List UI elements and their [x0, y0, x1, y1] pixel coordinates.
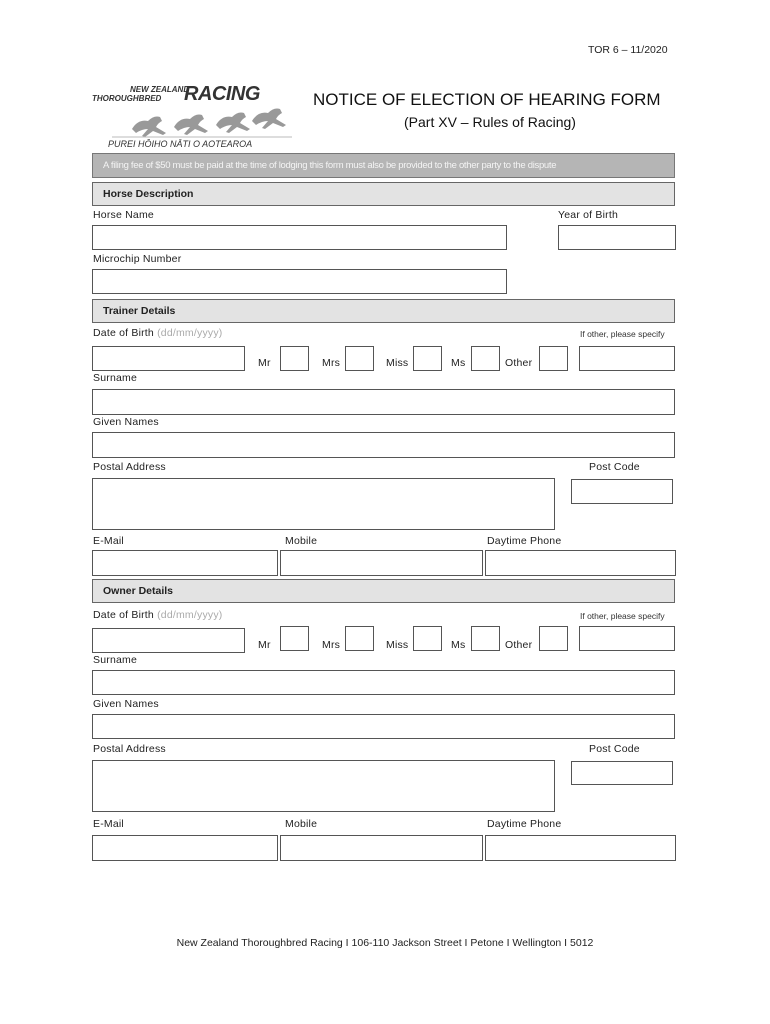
- owner-surname-input[interactable]: [92, 670, 675, 695]
- owner-dob-input[interactable]: [92, 628, 245, 653]
- form-title: NOTICE OF ELECTION OF HEARING FORM: [313, 90, 661, 109]
- owner-title-other-checkbox[interactable]: [539, 626, 568, 651]
- trainer-dob-label: Date of Birth (dd/mm/yyyy): [93, 327, 223, 339]
- trainer-title-other-checkbox[interactable]: [539, 346, 568, 371]
- logo-tagline: PUREI HŌIHO NĀTI O AOTEAROA: [108, 139, 253, 149]
- owner-surname-label: Surname: [93, 654, 138, 666]
- owner-given-names-input[interactable]: [92, 714, 675, 739]
- owner-details-header: Owner Details: [92, 579, 675, 603]
- owner-title-ms-checkbox[interactable]: [471, 626, 500, 651]
- trainer-title-other-label: Other: [505, 357, 533, 369]
- logo-brand: RACING: [184, 83, 260, 105]
- logo-line1: NEW ZEALAND: [130, 85, 190, 94]
- trainer-mobile-input[interactable]: [280, 550, 483, 576]
- owner-mobile-input[interactable]: [280, 835, 483, 861]
- footer-address: New Zealand Thoroughbred Racing I 106-110 Jackson Street I Petone I Wellington I 5012: [176, 937, 594, 949]
- owner-title-mrs-checkbox[interactable]: [345, 626, 374, 651]
- owner-phone-input[interactable]: [485, 835, 676, 861]
- owner-title-miss-label: Miss: [386, 639, 409, 651]
- trainer-surname-input[interactable]: [92, 389, 675, 415]
- form-subtitle: (Part XV – Rules of Racing): [404, 114, 576, 130]
- horse-name-label: Horse Name: [93, 209, 154, 221]
- owner-title-other-label: Other: [505, 639, 533, 651]
- trainer-given-names-label: Given Names: [93, 416, 159, 428]
- owner-postal-input[interactable]: [92, 760, 555, 812]
- owner-title-ms-label: Ms: [451, 639, 466, 651]
- owner-dob-hint: (dd/mm/yyyy): [157, 609, 223, 621]
- year-of-birth-label: Year of Birth: [558, 209, 618, 221]
- logo-line2: THOROUGHBRED: [92, 94, 162, 103]
- owner-email-label: E-Mail: [93, 818, 124, 830]
- year-of-birth-input[interactable]: [558, 225, 676, 250]
- trainer-phone-input[interactable]: [485, 550, 676, 576]
- owner-phone-label: Daytime Phone: [487, 818, 562, 830]
- filing-fee-notice: A filing fee of $50 must be paid at the time of lodging this form must also be provided to the other party to the dispute: [92, 153, 675, 178]
- owner-dob-label: Date of Birth (dd/mm/yyyy): [93, 609, 223, 621]
- horse-name-input[interactable]: [92, 225, 507, 250]
- horse-description-header: Horse Description: [92, 182, 675, 206]
- trainer-if-other-label: If other, please specify: [580, 329, 665, 339]
- owner-mobile-label: Mobile: [285, 818, 318, 830]
- trainer-title-other-specify-input[interactable]: [579, 346, 675, 371]
- trainer-postcode-input[interactable]: [571, 479, 673, 504]
- trainer-postcode-label: Post Code: [589, 461, 640, 473]
- microchip-input[interactable]: [92, 269, 507, 294]
- form-reference: TOR 6 – 11/2020: [588, 44, 668, 56]
- owner-given-names-label: Given Names: [93, 698, 159, 710]
- trainer-title-ms-checkbox[interactable]: [471, 346, 500, 371]
- nztr-logo: [92, 83, 302, 153]
- owner-if-other-label: If other, please specify: [580, 611, 665, 621]
- trainer-title-ms-label: Ms: [451, 357, 466, 369]
- trainer-email-label: E-Mail: [93, 535, 124, 547]
- owner-title-mr-label: Mr: [258, 639, 271, 651]
- microchip-label: Microchip Number: [93, 253, 182, 265]
- owner-postcode-input[interactable]: [571, 761, 673, 785]
- trainer-phone-label: Daytime Phone: [487, 535, 562, 547]
- trainer-email-input[interactable]: [92, 550, 278, 576]
- trainer-postal-input[interactable]: [92, 478, 555, 530]
- trainer-postal-label: Postal Address: [93, 461, 166, 473]
- trainer-dob-hint: (dd/mm/yyyy): [157, 327, 223, 339]
- owner-postcode-label: Post Code: [589, 743, 640, 755]
- trainer-dob-input[interactable]: [92, 346, 245, 371]
- trainer-title-mrs-checkbox[interactable]: [345, 346, 374, 371]
- trainer-title-mr-checkbox[interactable]: [280, 346, 309, 371]
- owner-email-input[interactable]: [92, 835, 278, 861]
- trainer-title-mr-label: Mr: [258, 357, 271, 369]
- owner-title-other-specify-input[interactable]: [579, 626, 675, 651]
- trainer-details-header: Trainer Details: [92, 299, 675, 323]
- trainer-mobile-label: Mobile: [285, 535, 318, 547]
- owner-postal-label: Postal Address: [93, 743, 166, 755]
- trainer-title-mrs-label: Mrs: [322, 357, 341, 369]
- trainer-surname-label: Surname: [93, 372, 138, 384]
- trainer-title-miss-checkbox[interactable]: [413, 346, 442, 371]
- owner-title-mrs-label: Mrs: [322, 639, 341, 651]
- owner-title-miss-checkbox[interactable]: [413, 626, 442, 651]
- owner-title-mr-checkbox[interactable]: [280, 626, 309, 651]
- trainer-given-names-input[interactable]: [92, 432, 675, 458]
- trainer-title-miss-label: Miss: [386, 357, 409, 369]
